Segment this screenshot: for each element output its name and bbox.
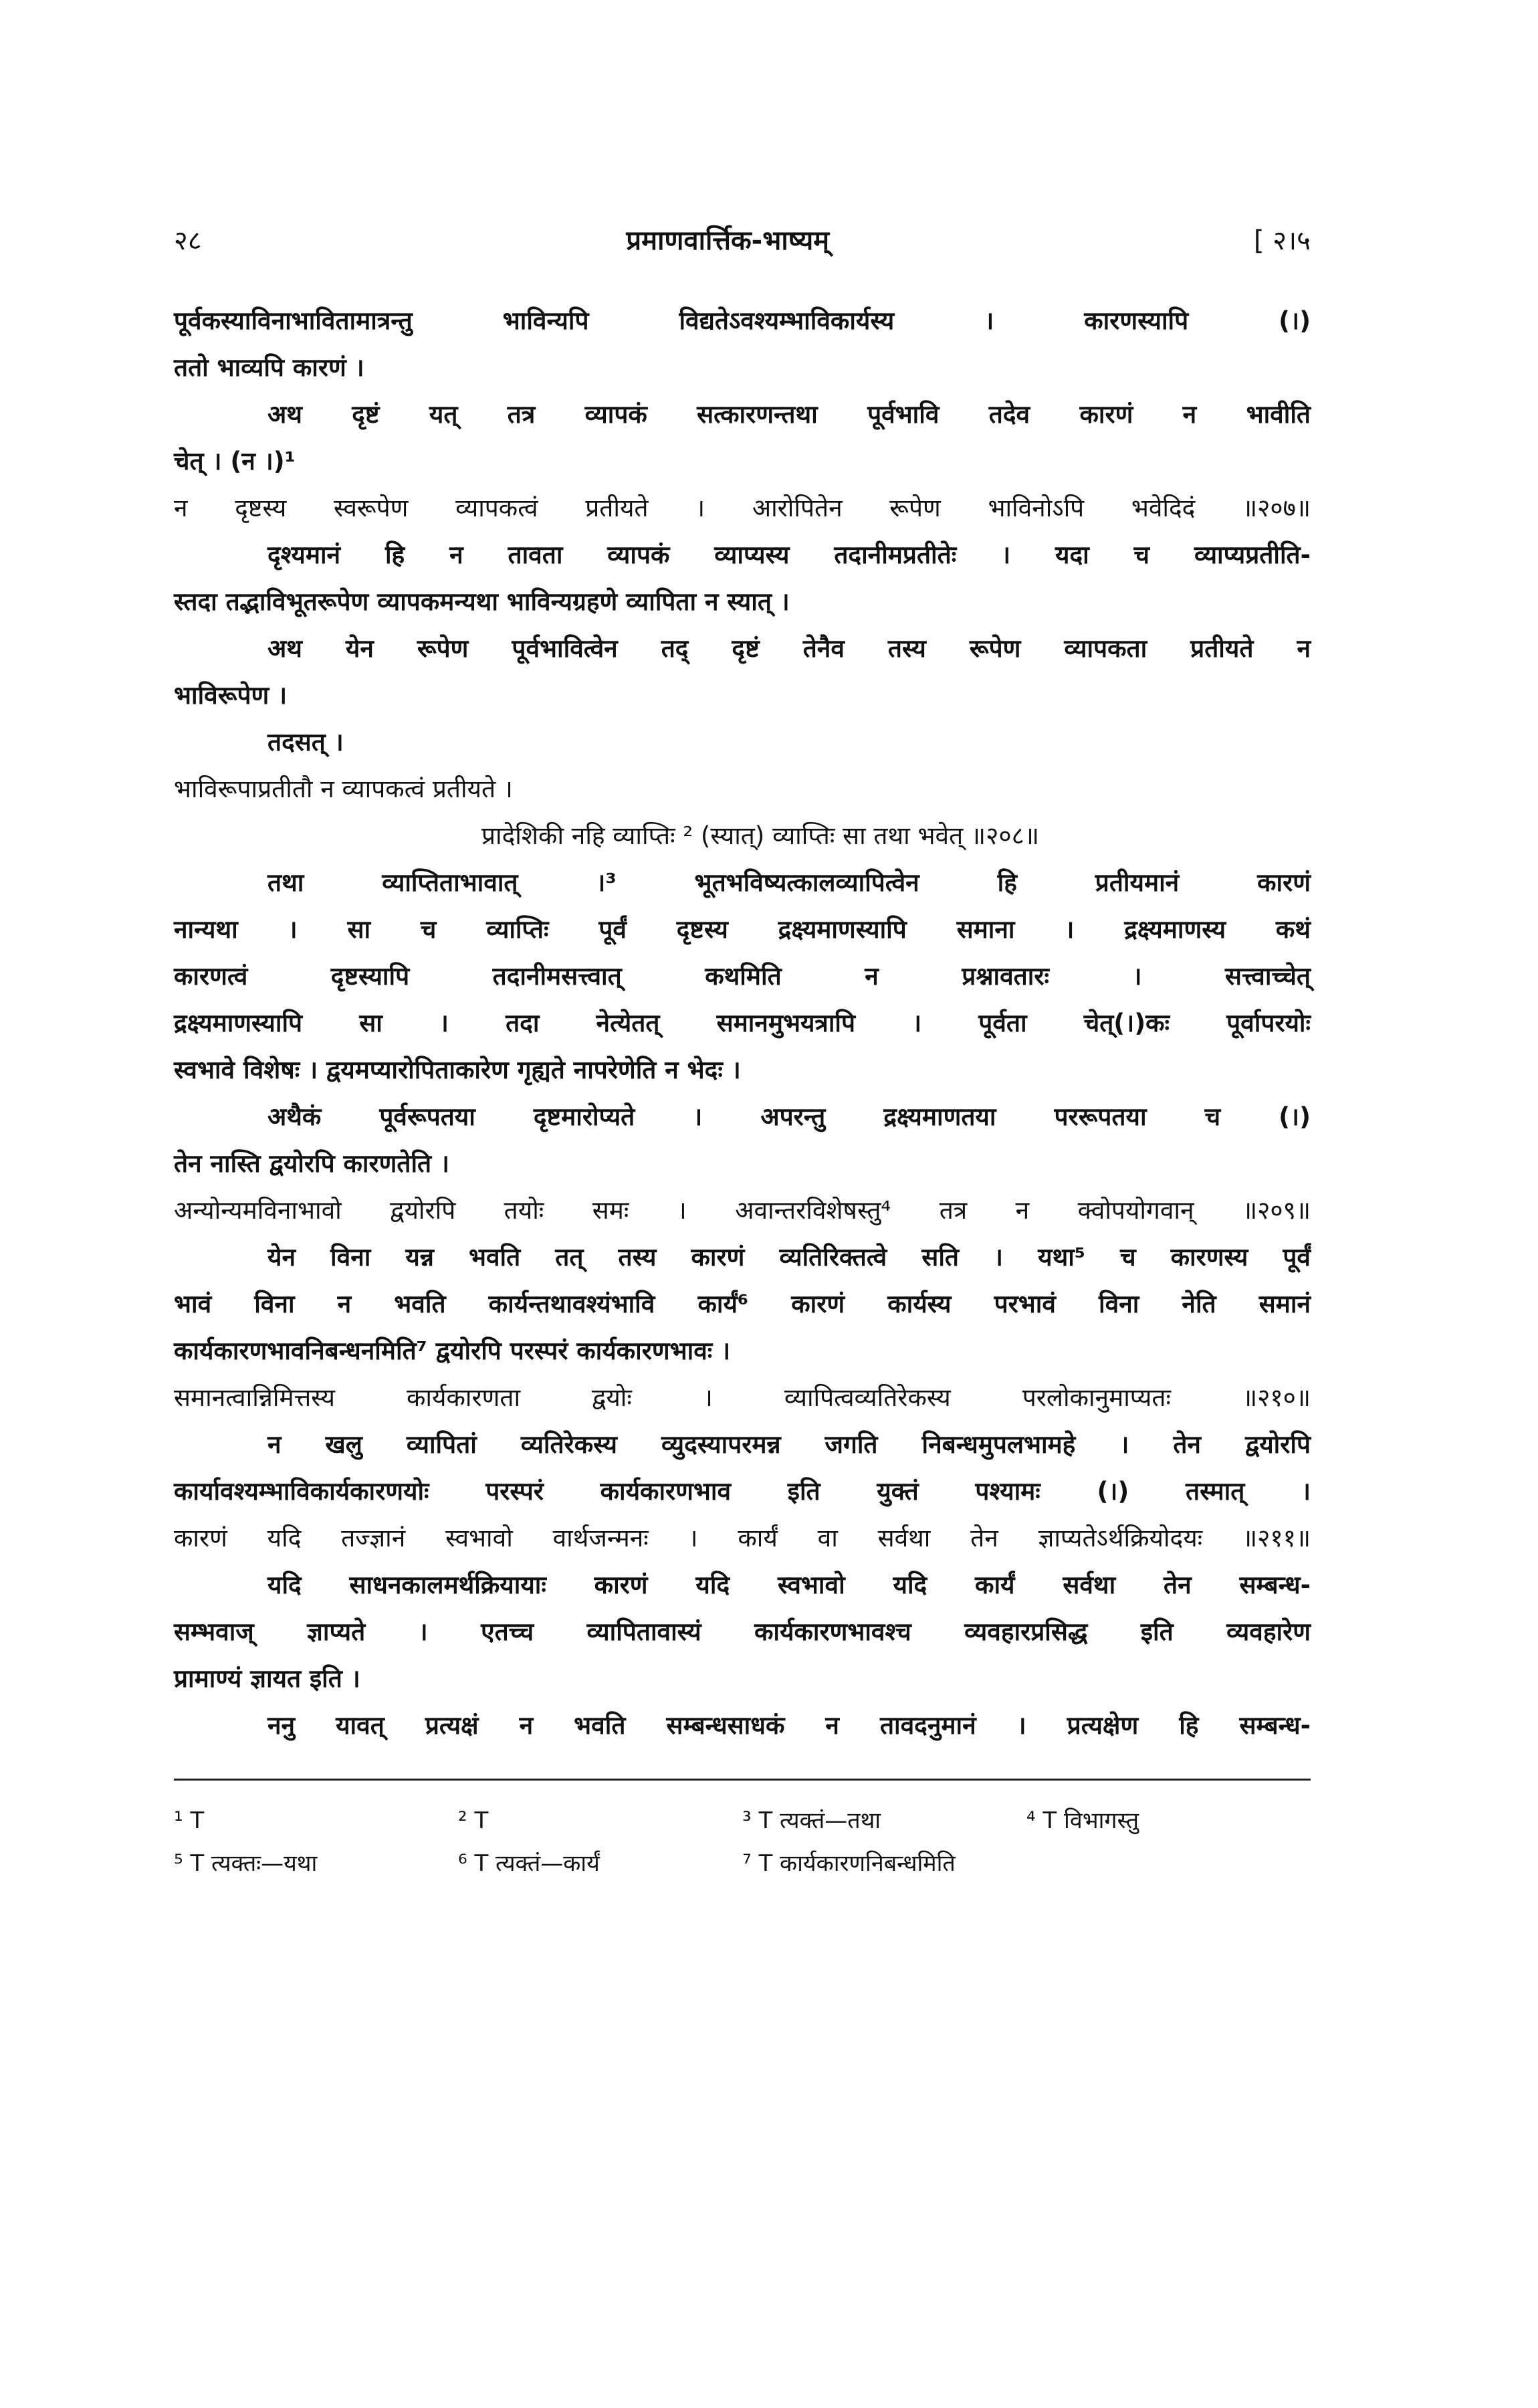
text-line: द्रक्ष्यमाणस्यापि सा । तदा नेत्येतत् समानमुभयत्रापि । पूर्वता चेत्(।)कः पूर्वापरयोः — [174, 1009, 1311, 1037]
text-line: चेत् । (न ।)¹ — [174, 447, 296, 476]
text-line: कार्यकारणभावनिबन्धनमिति⁷ द्वयोरपि परस्परं कार्यकारणभावः । — [174, 1336, 731, 1365]
book-page — [174, 221, 1311, 1885]
footnote-rule — [174, 1779, 1311, 1781]
footnote-row — [174, 1842, 1311, 1885]
footnote: ⁵ T त्यक्तः—यथा — [174, 1850, 318, 1877]
footnote-row — [174, 1799, 1311, 1842]
text-line: पूर्वकस्याविनाभावितामात्रन्तु भाविन्यपि विद्यतेऽवश्यम्भाविकार्यस्य । कारणस्यापि (।) — [174, 306, 1311, 335]
footnote: ⁴ T विभागस्तु — [1026, 1807, 1139, 1834]
page-number: २८ — [174, 225, 202, 256]
text-line: दृश्यमानं हि न तावता व्यापकं व्याप्यस्य तदानीमप्रतीतेः । यदा च व्याप्यप्रतीति- — [267, 540, 1311, 569]
text-line: न दृष्टस्य स्वरूपेण व्यापकत्वं प्रतीयते । आरोपितेन रूपेण भाविनोऽपि भवेदिदं ॥२०७॥ — [174, 494, 1311, 522]
text-line: अथैकं पूर्वरूपतया दृष्टमारोप्यते । अपरन्तु द्रक्ष्यमाणतया पररूपतया च (।) — [267, 1102, 1311, 1131]
footnote: ⁶ T त्यक्तं—कार्यं — [458, 1850, 600, 1877]
text-line: सम्भवाज् ज्ञाप्यते । एतच्च व्यापितावास्यं कार्यकारणभावश्च व्यवहारप्रसिद्ध इति व्यवहारेण — [174, 1617, 1311, 1646]
text-line: तदसत् । — [267, 728, 344, 757]
text-line: भाविरूपेण । — [174, 681, 288, 710]
page-header — [174, 221, 1311, 258]
footnote: ² T — [458, 1807, 489, 1834]
text-line: स्वभावे विशेषः । द्वयमप्यारोपिताकारेण गृह्यते नापरेणेति न भेदः । — [174, 1056, 741, 1084]
text-line: तेन नास्ति द्वयोरपि कारणतेति । — [174, 1149, 450, 1178]
text-line: समानत्वान्निमित्तस्य कार्यकारणता द्वयोः । व्यापित्वव्यतिरेकस्य परलोकानुमाप्यतः ॥२१०॥ — [174, 1383, 1311, 1412]
text-line: तथा व्याप्तिताभावात् ।³ भूतभविष्यत्कालव्यापित्वेन हि प्रतीयमानं कारणं — [267, 868, 1311, 897]
running-title: प्रमाणवार्त्तिक-भाष्यम् — [626, 225, 830, 256]
footnote: ³ T त्यक्तं—तथा — [742, 1807, 881, 1834]
footnotes — [174, 1799, 1311, 1885]
body-text — [174, 298, 1311, 1749]
text-line: कार्यावश्यम्भाविकार्यकारणयोः परस्परं कार्यकारणभाव इति युक्तं पश्यामः (।) तस्मात् । — [174, 1477, 1311, 1506]
text-line: अथ येन रूपेण पूर्वभावित्वेन तद् दृष्टं तेनैव तस्य रूपेण व्यापकता प्रतीयते न — [267, 634, 1311, 663]
text-line: प्रामाण्यं ज्ञायत इति । — [174, 1664, 360, 1693]
text-line: येन विना यन्न भवति तत् तस्य कारणं व्यतिरिक्तत्वे सति । यथा⁵ च कारणस्य पूर्वं — [267, 1243, 1311, 1272]
text-line: न खलु व्यापितां व्यतिरेकस्य व्युदस्यापरमन्न जगति निबन्धमुपलभामहे । तेन द्वयोरपि — [267, 1430, 1311, 1459]
section-marker: [ २।५ — [1253, 225, 1311, 256]
text-line: यदि साधनकालमर्थक्रियायाः कारणं यदि स्वभावो यदि कार्यं सर्वथा तेन सम्बन्ध- — [267, 1571, 1311, 1599]
text-line: प्रादेशिकी नहि व्याप्तिः ² (स्यात्) व्याप्तिः सा तथा भवेत् ॥२०८॥ — [481, 821, 1039, 850]
text-line: भावं विना न भवति कार्यन्तथावश्यंभावि कार्यं⁶ कारणं कार्यस्य परभावं विना नेति समानं — [174, 1290, 1311, 1318]
footnote: ¹ T — [174, 1807, 205, 1834]
text-line: स्तदा तद्भाविभूतरूपेण व्यापकमन्यथा भाविन्यग्रहणे व्यापिता न स्यात् । — [174, 587, 790, 616]
text-line: कारणत्वं दृष्टस्यापि तदानीमसत्त्वात् कथमिति न प्रश्नावतारः । सत्त्वाच्चेत् — [174, 962, 1311, 991]
text-line: अन्योन्यमविनाभावो द्वयोरपि तयोः समः । अवान्तरविशेषस्तु⁴ तत्र न क्वोपयोगवान् ॥२०९॥ — [174, 1196, 1311, 1225]
footnote: ⁷ T कार्यकारणनिबन्धमिति — [742, 1850, 956, 1877]
text-line: कारणं यदि तज्ज्ञानं स्वभावो वार्थजन्मनः । कार्यं वा सर्वथा तेन ज्ञाप्यतेऽर्थक्रियोदयः ॥२११॥ — [174, 1524, 1311, 1552]
text-line: ननु यावत् प्रत्यक्षं न भवति सम्बन्धसाधकं न तावदनुमानं । प्रत्यक्षेण हि सम्बन्ध- — [267, 1711, 1311, 1740]
text-line: भाविरूपाप्रतीतौ न व्यापकत्वं प्रतीयते । — [174, 775, 513, 803]
text-line: ततो भाव्यपि कारणं । — [174, 353, 364, 382]
text-line: नान्यथा । सा च व्याप्तिः पूर्वं दृष्टस्य द्रक्ष्यमाणस्यापि समाना । द्रक्ष्यमाणस्य कथं — [174, 915, 1311, 944]
footnote — [1026, 1842, 1311, 1885]
text-line: अथ दृष्टं यत् तत्र व्यापकं सत्कारणन्तथा पूर्वभावि तदेव कारणं न भावीति — [267, 400, 1311, 429]
